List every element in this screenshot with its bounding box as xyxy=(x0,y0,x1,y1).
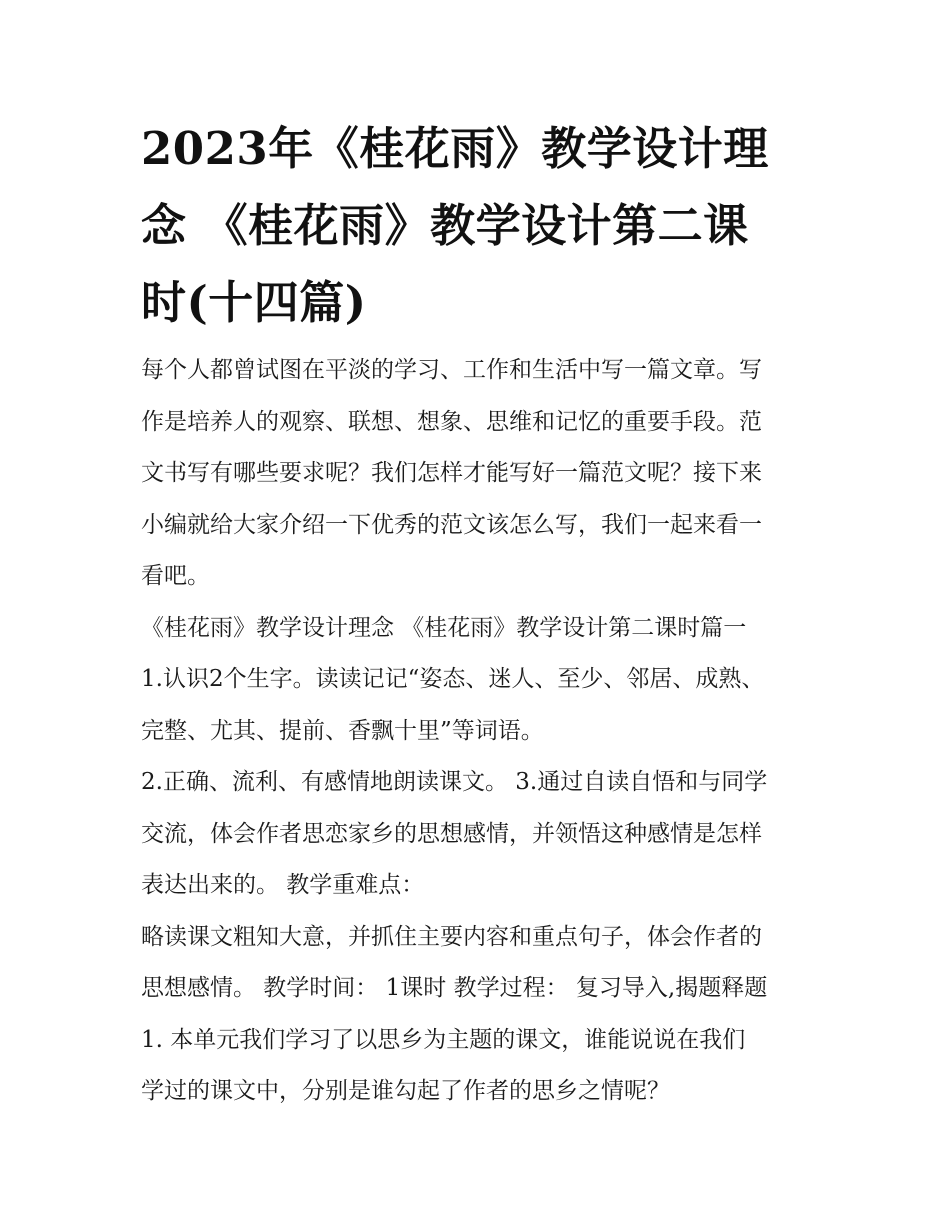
body-line-14: 1. 本单元我们学习了以思乡为主题的课文，谁能说说在我们 xyxy=(141,1026,746,1053)
body-line-3: 文书写有哪些要求呢？我们怎样才能写好一篇范文呢？接下来 xyxy=(141,460,762,486)
body-line-6: 《桂花雨》教学设计理念 《桂花雨》教学设计第二课时篇一 xyxy=(141,614,747,641)
body-line-9: 2.正确、流利、有感情地朗读课文。 3.通过自读自悟和与同学 xyxy=(141,769,768,795)
title-line-1: 2023年《桂花雨》教学设计理 xyxy=(141,122,769,175)
body-line-5: 看吧。 xyxy=(141,563,210,589)
body-line-11: 表达出来的。 教学重难点： xyxy=(141,872,425,898)
body-line-8: 完整、尤其、提前、香飘十里”等词语。 xyxy=(141,717,544,744)
body-line-1: 每个人都曾试图在平淡的学习、工作和生活中写一篇文章。写 xyxy=(141,357,762,383)
body-line-15: 学过的课文中，分别是谁勾起了作者的思乡之情呢？ xyxy=(141,1078,670,1104)
document-body xyxy=(141,345,817,1118)
document-title xyxy=(141,110,817,341)
body-line-10: 交流，体会作者思恋家乡的思想感情，并领悟这种感情是怎样 xyxy=(141,820,762,847)
body-line-12: 略读课文粗知大意，并抓住主要内容和重点句子，体会作者的 xyxy=(141,923,762,950)
body-line-13: 思想感情。 教学时间： 1课时 教学过程： 复习导入,揭题释题 xyxy=(141,975,768,1001)
title-line-3: 时(十四篇) xyxy=(141,276,367,329)
document-content xyxy=(141,110,817,1118)
body-line-7: 1.认识2个生字。读读记记“姿态、迷人、至少、邻居、成熟、 xyxy=(141,666,765,692)
title-line-2: 念 《桂花雨》教学设计第二课 xyxy=(141,199,749,252)
body-line-2: 作是培养人的观察、联想、想象、思维和记忆的重要手段。范 xyxy=(141,408,762,435)
body-line-4: 小编就给大家介绍一下优秀的范文该怎么写，我们一起来看一 xyxy=(141,511,762,538)
